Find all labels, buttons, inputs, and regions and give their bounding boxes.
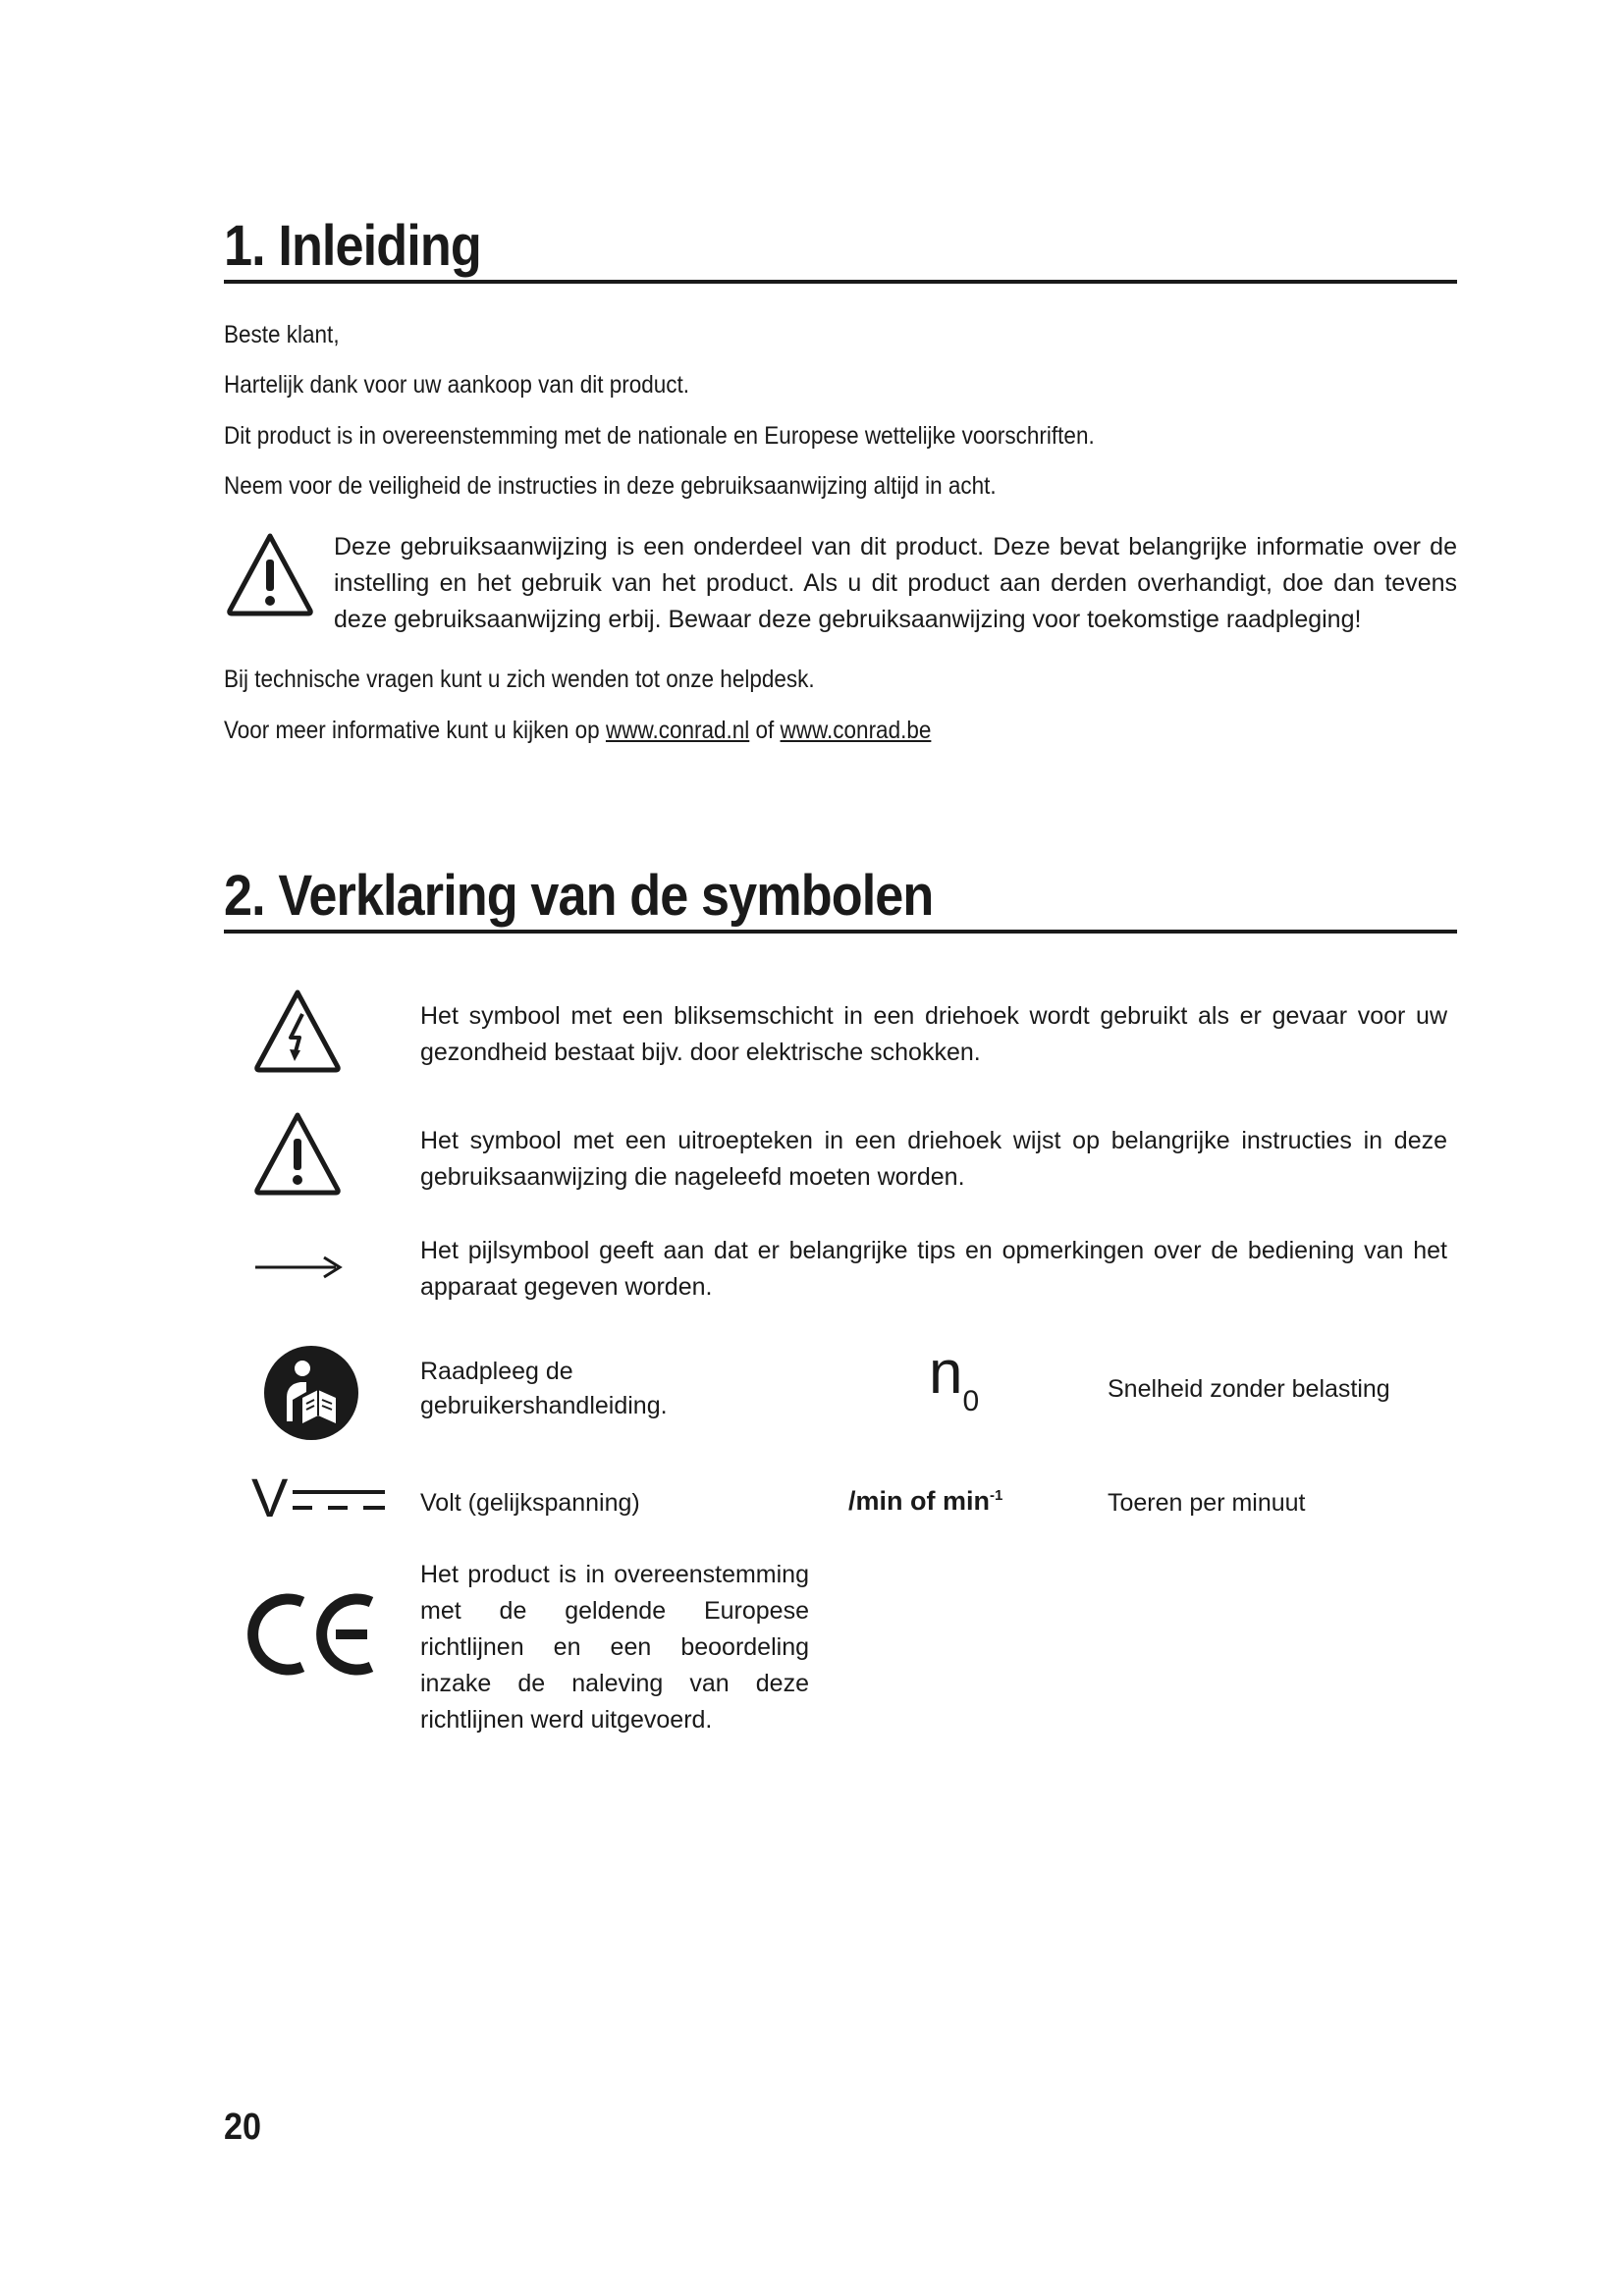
no-load-speed-symbol [929, 1339, 980, 1417]
rpm-symbol-text: /min of min [848, 1486, 990, 1516]
n0-letter: n [929, 1339, 963, 1407]
arrow-description: Het pijlsymbool geeft aan dat er belangrijke tips en opmerkingen over de bediening van het apparaat gegeven worden. [420, 1237, 1447, 1301]
manual-description: Raadpleeg de gebruikershandleiding. [420, 1358, 668, 1419]
section-1-rule [224, 280, 1457, 284]
dc-lines-icon [291, 1484, 387, 1514]
arrow-icon [253, 1253, 344, 1282]
info-line [224, 716, 931, 745]
link-conrad-be[interactable]: www.conrad.be [780, 717, 932, 744]
volt-letter: V [251, 1467, 289, 1528]
dc-voltage-icon [251, 1467, 389, 1529]
rpm-symbol [848, 1483, 1002, 1519]
link-conrad-nl[interactable]: www.conrad.nl [605, 717, 750, 744]
warning-exclamation-icon [224, 530, 316, 618]
ce-description: Het product is in overeenstemming met de geldende Europese richtlijnen en een beoordeling inzake de naleving van deze richtlijnen werd uitgevoerd. [420, 1561, 809, 1734]
exclamation-description: Het symbool met een uitroepteken in een driehoek wijst op belangrijke instructies in deze gebruiksaanwijzing die nageleefd moeten worden. [420, 1127, 1447, 1191]
no-load-speed-description: Snelheid zonder belasting [1108, 1375, 1390, 1403]
greeting: Beste klant, [224, 321, 340, 348]
n0-subscript: 0 [962, 1385, 980, 1417]
helpdesk-line: Bij technische vragen kunt u zich wenden tot onze helpdesk. [224, 666, 815, 693]
volt-description: Volt (gelijkspanning) [420, 1489, 640, 1517]
section-2-rule [224, 930, 1457, 934]
warning-note: Deze gebruiksaanwijzing is een onderdeel van dit product. Deze bevat belangrijke informatie over de instelling en het gebruik van het product. Als u dit product aan derden overhandigt, doe dan tevens deze gebruiksaanwijzing erbij. Bewaar deze gebruiksaanwijzing voor toekomstige raadpleging! [334, 533, 1457, 633]
rpm-symbol-sup: -1 [990, 1487, 1003, 1504]
thanks-line: Hartelijk dank voor uw aankoop van dit product. [224, 371, 690, 399]
exclamation-hazard-icon [251, 1109, 344, 1198]
ce-mark-icon [247, 1590, 377, 1679]
lightning-description: Het symbool met een bliksemschicht in een driehoek wordt gebruikt als er gevaar voor uw gezondheid bestaat bijv. door elektrische schokken. [420, 1002, 1447, 1066]
section-2-title: 2. Verklaring van de symbolen [224, 864, 934, 928]
page-number: 20 [224, 2107, 262, 2148]
read-manual-icon [263, 1345, 359, 1441]
compliance-line: Dit product is in overeenstemming met de nationale en Europese wettelijke voorschriften. [224, 422, 1095, 450]
info-or: of [749, 717, 781, 744]
electric-hazard-icon [251, 987, 344, 1075]
section-1-title: 1. Inleiding [224, 214, 481, 278]
rpm-description: Toeren per minuut [1108, 1489, 1306, 1517]
info-prefix: Voor meer informative kunt u kijken op [224, 717, 606, 744]
safety-line: Neem voor de veiligheid de instructies in deze gebruiksaanwijzing altijd in acht. [224, 472, 997, 500]
